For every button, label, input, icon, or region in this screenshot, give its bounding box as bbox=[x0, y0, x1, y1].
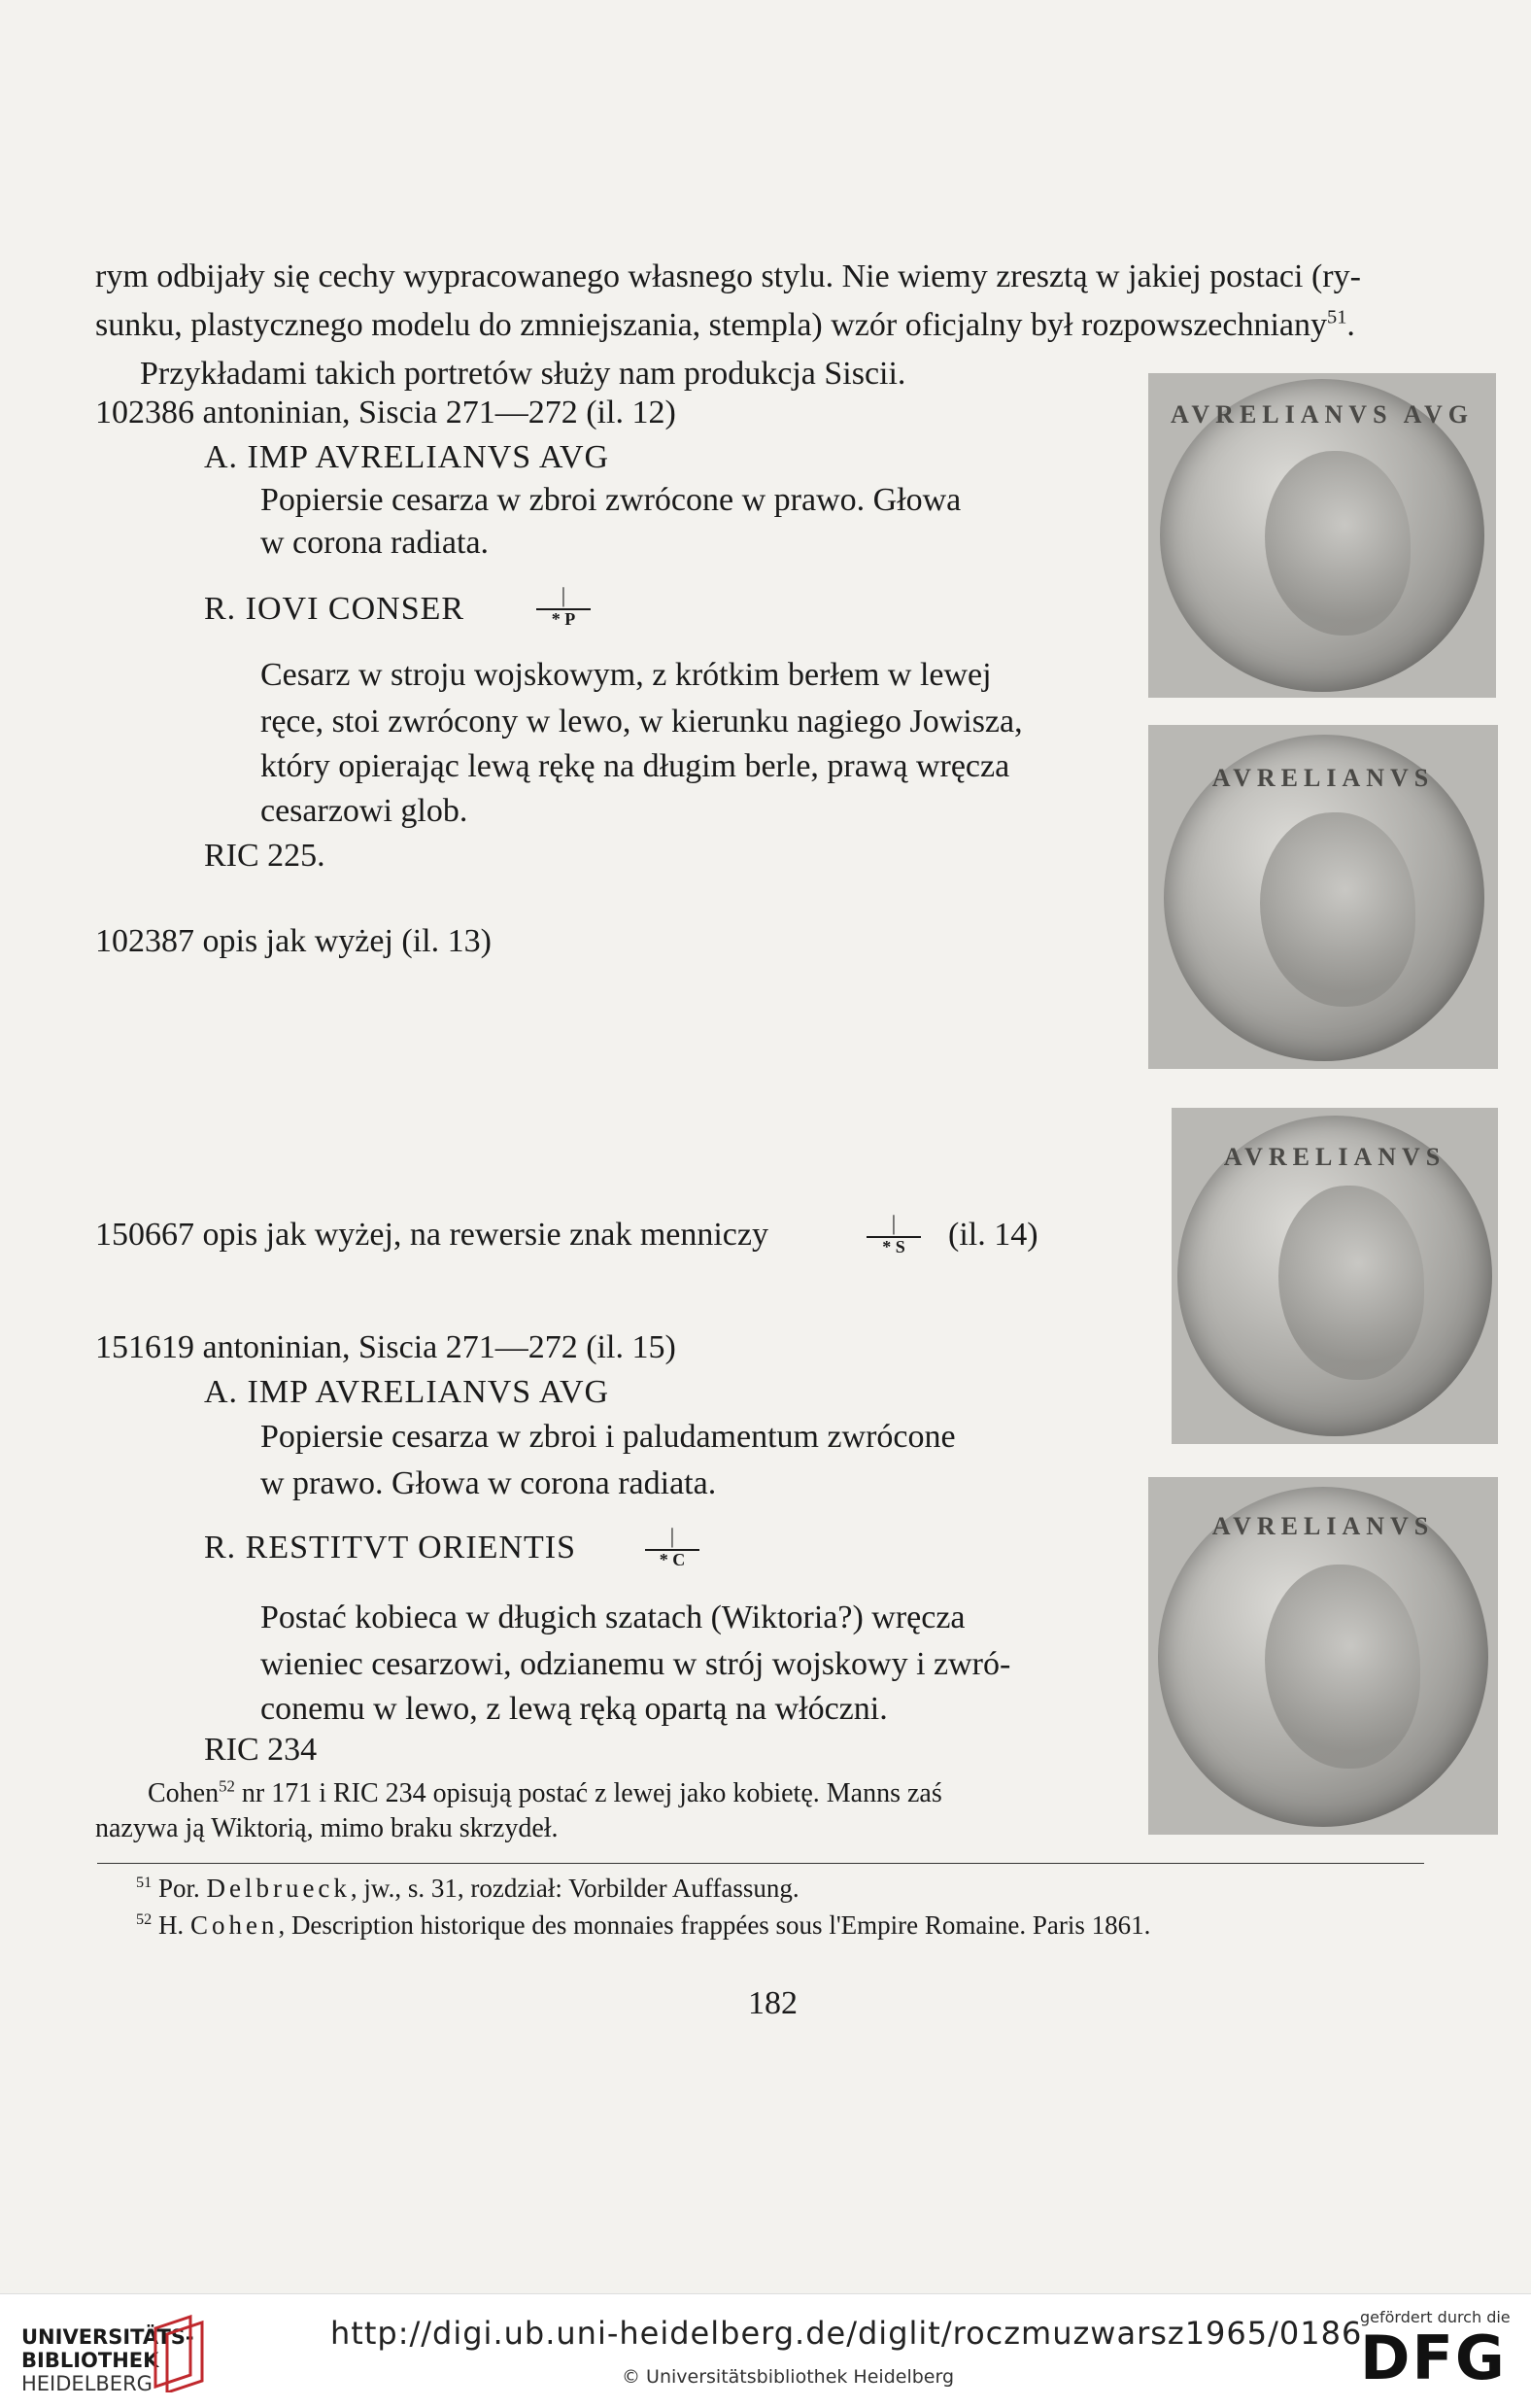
obverse-desc-line: w prawo. Głowa w corona radiata. bbox=[260, 1465, 717, 1501]
footnote-ref-51[interactable]: 51 bbox=[1327, 306, 1347, 328]
reverse-legend: R. RESTITVT ORIENTIS bbox=[204, 1530, 576, 1565]
funded-by-label: gefördert durch die bbox=[1360, 2308, 1511, 2326]
footnote-divider bbox=[97, 1863, 1424, 1864]
reverse-desc-line: ręce, stoi zwrócony w lewo, w kierunku nagiego Jowisza, bbox=[260, 704, 1023, 740]
dfg-logo: DFG bbox=[1360, 2322, 1507, 2393]
footnote-51: $^{51}$ Por. Delbrueck, jw., s. 31, rozdział: Vorbilder Auffassung. bbox=[136, 1874, 800, 1903]
entry-heading: 151619 antoninian, Siscia 271—272 (il. 15) bbox=[95, 1329, 676, 1365]
coin-photo-il-13: AVRELIANVS bbox=[1148, 725, 1498, 1069]
reverse-desc-line: który opierając lewą rękę na długim berle, prawą wręcza bbox=[260, 748, 1010, 784]
reverse-desc-line: Cesarz w stroju wojskowym, z krótkim berłem w lewej bbox=[260, 657, 992, 693]
ric-reference: RIC 225. bbox=[204, 838, 325, 874]
entry-heading: 102386 antoninian, Siscia 271—272 (il. 12) bbox=[95, 395, 676, 430]
page-number: 182 bbox=[748, 1985, 798, 2021]
footnote-ref-52[interactable]: 52 bbox=[219, 1776, 235, 1796]
obverse-desc-line: Popiersie cesarza w zbroi i paludamentum zwrócone bbox=[260, 1419, 956, 1455]
intro-line-1: rym odbijały się cechy wypracowanego własnego stylu. Nie wiemy zresztą w jakiej postaci (ry- bbox=[95, 258, 1361, 294]
mint-mark: | * C bbox=[645, 1526, 699, 1570]
ric-reference: RIC 234 bbox=[204, 1732, 318, 1768]
reverse-desc-line: cesarzowi glob. bbox=[260, 793, 468, 829]
obverse-desc-line: Popiersie cesarza w zbroi zwrócone w prawo. Głowa bbox=[260, 482, 962, 518]
library-name-line-2: BIBLIOTHEK bbox=[21, 2349, 159, 2372]
reverse-desc-line: Postać kobieca w długich szatach (Wiktoria?) wręcza bbox=[260, 1600, 966, 1635]
note-line-2: nazywa ją Wiktorią, mimo braku skrzydeł. bbox=[95, 1813, 559, 1843]
copyright-notice: © Universitätsbibliothek Heidelberg bbox=[622, 2366, 955, 2388]
obverse-legend: A. IMP AVRELIANVS AVG bbox=[204, 1374, 610, 1410]
library-logo-icon bbox=[152, 2315, 208, 2392]
mint-mark: | * P bbox=[536, 585, 591, 630]
intro-line-2: sunku, plastycznego modelu do zmniejszania, stempla) wzór oficjalny był rozpowszechniany$^{51}$. bbox=[95, 306, 1355, 343]
obverse-legend: A. IMP AVRELIANVS AVG bbox=[204, 439, 610, 475]
coin-photo-il-12: AVRELIANVS AVG bbox=[1148, 373, 1496, 698]
source-url-link[interactable]: http://digi.ub.uni-heidelberg.de/diglit/roczmuzwarsz1965/0186 bbox=[330, 2315, 1363, 2352]
note-line-1: Cohen$^{52}$ nr 171 i RIC 234 opisują postać z lewej jako kobietę. Manns zaś bbox=[148, 1776, 942, 1808]
reverse-desc-line: conemu w lewo, z lewą ręką opartą na włóczni. bbox=[260, 1691, 888, 1727]
reverse-desc-line: wieniec cesarzowi, odzianemu w strój wojskowy i zwró- bbox=[260, 1646, 1011, 1682]
coin-photo-il-14: AVRELIANVS bbox=[1172, 1108, 1498, 1444]
entry-heading: 150667 opis jak wyżej, na rewersie znak menniczy bbox=[95, 1217, 768, 1253]
footnote-52: $^{52}$ H. Cohen, Description historique des monnaies frappées sous l'Empire Romaine. Paris 1861. bbox=[136, 1910, 1151, 1940]
coin-photo-il-15: AVRELIANVS bbox=[1148, 1477, 1498, 1835]
intro-line-3: Przykładami takich portretów służy nam produkcja Siscii. bbox=[140, 356, 906, 392]
reverse-legend: R. IOVI CONSER bbox=[204, 591, 465, 627]
library-name-line-1: UNIVERSITÄTS- bbox=[21, 2325, 194, 2349]
obverse-desc-line: w corona radiata. bbox=[260, 525, 490, 561]
entry-heading-end: (il. 14) bbox=[948, 1217, 1038, 1253]
entry-heading: 102387 opis jak wyżej (il. 13) bbox=[95, 923, 492, 959]
mint-mark: | * S bbox=[867, 1213, 921, 1257]
library-name-line-3: HEIDELBERG bbox=[21, 2372, 153, 2395]
